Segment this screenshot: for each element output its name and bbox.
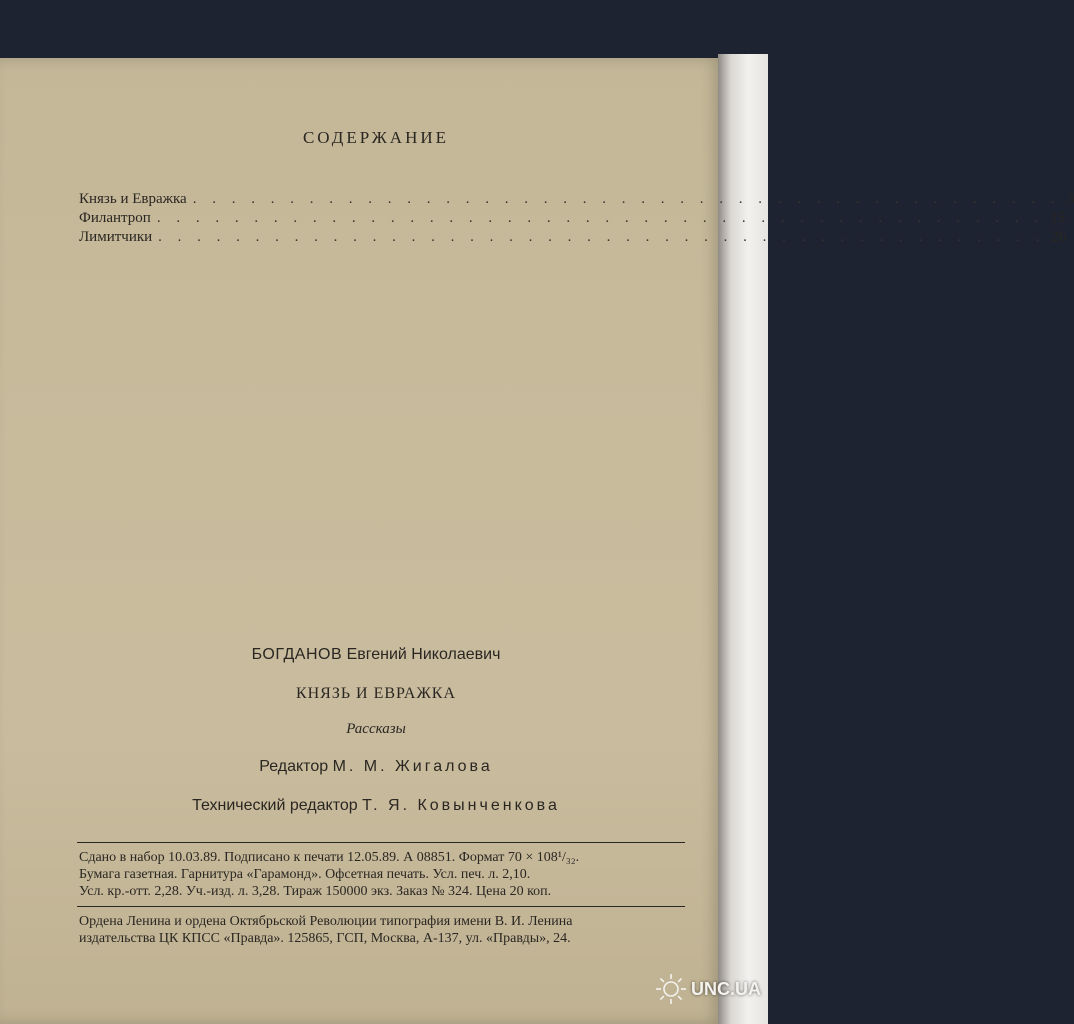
tech-editor-label: Технический редактор: [192, 797, 358, 814]
toc-entry: [79, 209, 1066, 228]
printer-details-line: издательства ЦК КПСС «Правда». 125865, ГСП, Москва, А-137, ул. «Правды», 24.: [79, 931, 571, 946]
toc-entry: [79, 190, 1074, 209]
sun-logo-icon: [655, 973, 687, 1005]
book-genre: Рассказы: [346, 721, 406, 737]
toc-entry-title: Князь и Евражка: [79, 191, 187, 207]
editor-name: М. М. Жигалова: [332, 758, 493, 775]
print-details-line: Бумага газетная. Гарнитура «Гарамонд». Офсетная печать. Усл. печ. л. 2,10.: [79, 867, 531, 882]
watermark: [655, 966, 761, 1012]
print-details-line: Усл. кр.-отт. 2,28. Уч.-изд. л. 3,28. Тираж 150000 экз. Заказ № 324. Цена 20 коп.: [79, 884, 552, 899]
author-line: [0, 646, 752, 664]
toc-entry-page: 26: [1051, 229, 1067, 245]
author-surname: БОГДАНОВ: [251, 646, 343, 663]
editor-line: [0, 758, 752, 776]
toc-entry-title: Лимитчики: [79, 229, 153, 245]
toc-leader-dots: . . . . . . . . . . . . . . . . . . . . . . . . . . . . . . . . . . . . . . . . . . . . . .: [158, 229, 1046, 245]
toc-title: СОДЕРЖАНИЕ: [302, 128, 450, 147]
watermark-text: UNC.UA: [691, 978, 761, 999]
tech-editor-line: [0, 797, 752, 815]
printer-details: [79, 913, 691, 947]
author-given-names: Евгений Николаевич: [346, 646, 501, 663]
divider-rule: [77, 906, 685, 907]
editor-label: Редактор: [259, 758, 329, 775]
table-of-contents: [79, 190, 1074, 247]
print-details-line: Сдано в набор 10.03.89. Подписано к печати 12.05.89. А 08851. Формат 70 × 108¹/₃₂.: [79, 850, 580, 865]
toc-entry-title: Филантроп: [79, 210, 151, 226]
toc-entry-page: 15: [1050, 210, 1066, 226]
toc-entry: [79, 228, 1067, 247]
print-details: [79, 849, 691, 900]
toc-leader-dots: . . . . . . . . . . . . . . . . . . . . . . . . . . . . . . . . . . . . . . . . . . . . . .: [156, 210, 1045, 226]
tech-editor-name: Т. Я. Ковынченкова: [362, 797, 560, 814]
toc-leader-dots: . . . . . . . . . . . . . . . . . . . . . . . . . . . . . . . . . . . . . . . . . . . . .: [192, 191, 1061, 207]
divider-rule: [77, 842, 685, 843]
book-title: КНЯЗЬ И ЕВРАЖКА: [295, 685, 457, 702]
printer-details-line: Ордена Ленина и ордена Октябрьской Революции типография имени В. И. Ленина: [79, 914, 573, 929]
toc-entry-page: 3: [1066, 191, 1074, 207]
